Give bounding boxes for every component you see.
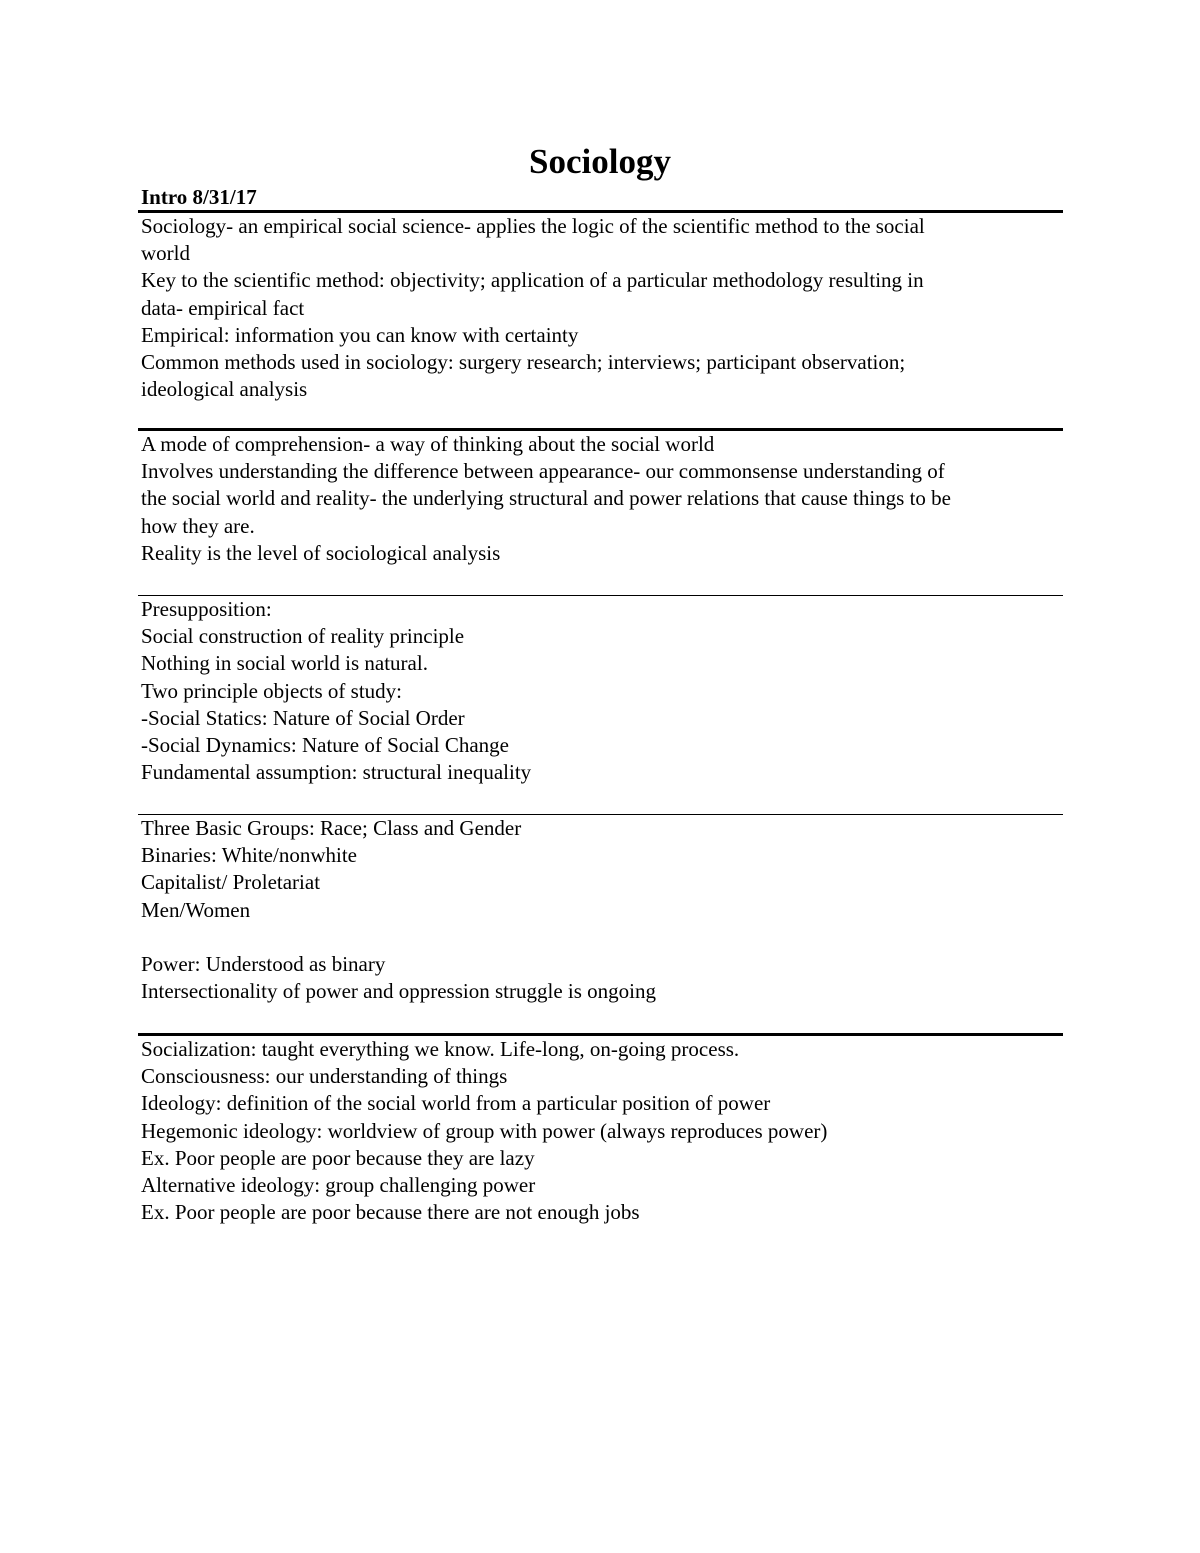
note-line: Empirical: information you can know with certainty [141, 322, 579, 347]
note-line: Presupposition: [141, 597, 272, 621]
note-line: how they are. [141, 513, 255, 538]
note-line: Three Basic Groups: Race; Class and Gender [141, 816, 522, 840]
note-line: -Social Dynamics: Nature of Social Change [141, 733, 509, 758]
note-line: A mode of comprehension- a way of thinking about the social world [141, 432, 715, 456]
note-line: world [141, 241, 190, 266]
note-line: Nothing in social world is natural. [141, 651, 428, 676]
note-line: Ex. Poor people are poor because they are lazy [141, 1145, 535, 1170]
note-line: Alternative ideology: group challenging power [141, 1173, 536, 1198]
note-line: Socialization: taught everything we know. Life-long, on-going process. [141, 1037, 740, 1061]
note-line: Ideology: definition of the social world from a particular position of power [141, 1091, 771, 1116]
note-line: Binaries: White/nonwhite [141, 843, 357, 868]
note-line: Capitalist/ Proletariat [141, 870, 321, 895]
notes-section-basic-groups [138, 814, 1063, 1005]
note-line: -Social Statics: Nature of Social Order [141, 705, 465, 730]
note-line: data- empirical fact [141, 295, 305, 320]
note-line: Hegemonic ideology: worldview of group with power (always reproduces power) [141, 1118, 828, 1143]
note-line: Power: Understood as binary [141, 952, 386, 976]
notes-section-socialization [138, 1033, 1063, 1226]
note-line: Fundamental assumption: structural inequality [141, 760, 532, 785]
note-line: Ex. Poor people are poor because there are not enough jobs [141, 1200, 640, 1225]
note-line: Men/Women [141, 897, 251, 922]
notes-section-scientific-method [138, 210, 1063, 403]
note-line: Common methods used in sociology: surgery research; interviews; participant observation; [141, 350, 906, 375]
lecture-heading: Intro 8/31/17 [141, 185, 257, 209]
note-line: Reality is the level of sociological analysis [141, 540, 501, 565]
notes-section-presupposition [138, 595, 1063, 786]
note-line: Sociology- an empirical social science- applies the logic of the scientific method to the social [141, 214, 925, 238]
document-title: Sociology [529, 142, 671, 181]
notes-section-mode-of-comprehension [138, 428, 1063, 567]
note-line: Social construction of reality principle [141, 624, 465, 649]
note-line: ideological analysis [141, 377, 308, 402]
note-line: Key to the scientific method: objectivity; application of a particular methodology resulting in [141, 268, 924, 293]
note-line: Involves understanding the difference between appearance- our commonsense understanding of [141, 459, 945, 484]
blank-line [141, 924, 1063, 951]
note-line: the social world and reality- the underlying structural and power relations that cause things to be [141, 486, 952, 511]
note-line: Two principle objects of study: [141, 678, 402, 703]
note-line: Consciousness: our understanding of things [141, 1064, 508, 1089]
note-line: Intersectionality of power and oppression struggle is ongoing [141, 979, 656, 1004]
